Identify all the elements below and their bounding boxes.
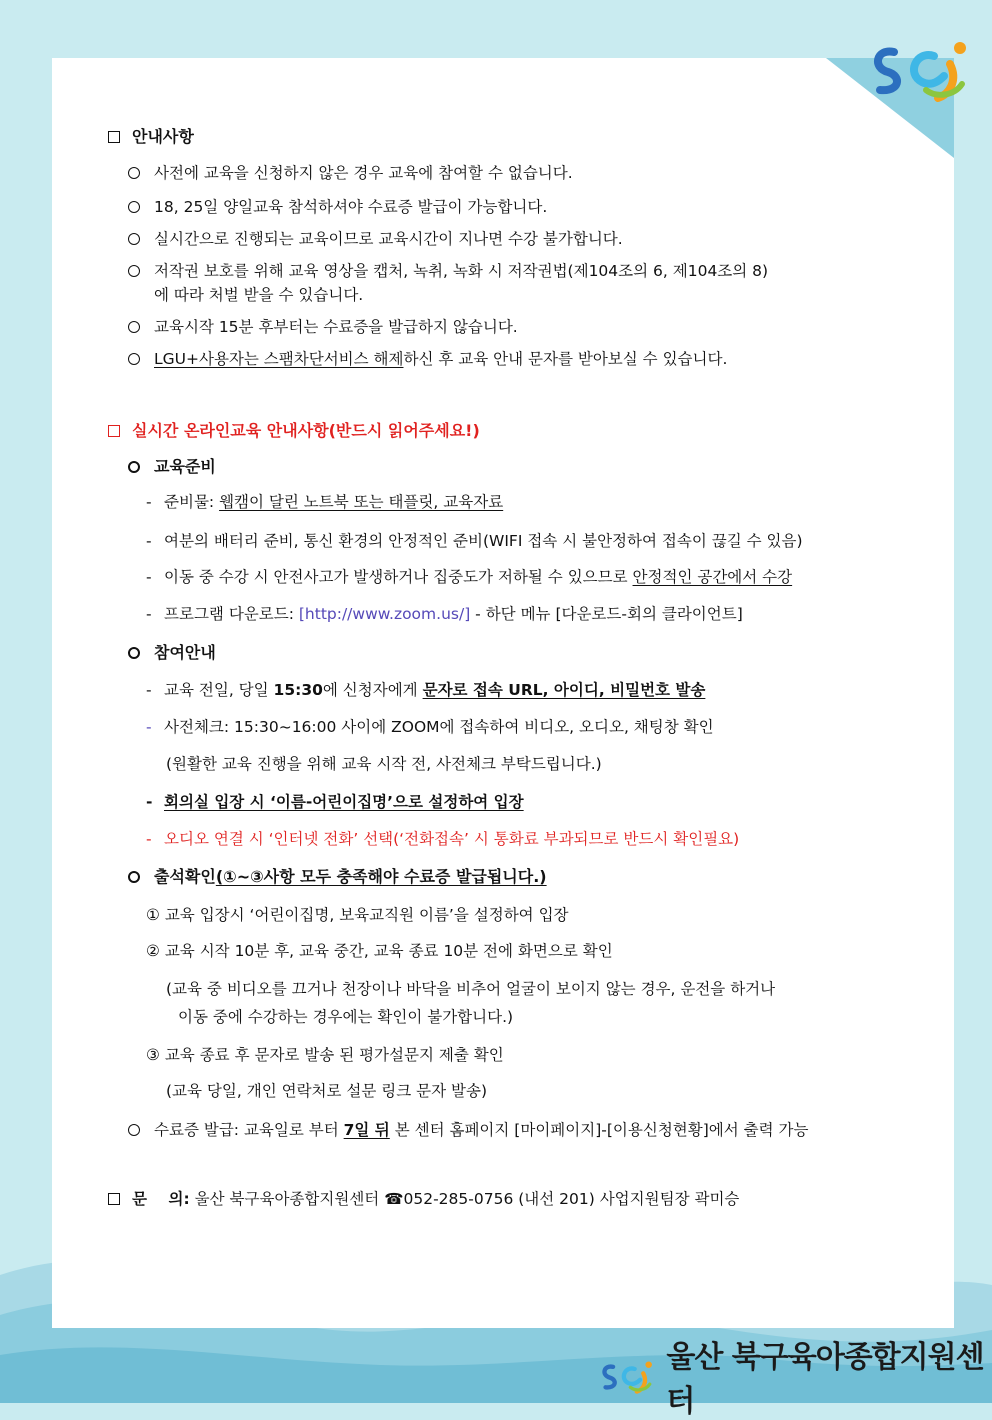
participation-precheck-note: (원활한 교육 진행을 위해 교육 시작 전, 사전체크 부탁드립니다.): [166, 755, 602, 773]
bullet-circle-icon: [128, 461, 140, 473]
notice-item: 18, 25일 양일교육 참석하셔야 수료증 발급이 가능합니다.: [128, 196, 547, 218]
bullet-circle-icon: [128, 353, 140, 365]
participation-precheck: - 사전체크: 15:30~16:00 사이에 ZOOM에 접속하여 비디오, 오디오, 채팅창 확인: [146, 718, 714, 736]
checkbox-square-icon: [108, 1193, 120, 1205]
spam-block-underlined: LGU+사용자는 스팸차단서비스 해제: [154, 350, 404, 368]
attendance-note: (교육 당일, 개인 연락처로 설문 링크 문자 발송): [166, 1082, 488, 1100]
center-logo-icon: [598, 1354, 658, 1398]
bullet-circle-icon: [128, 1124, 140, 1136]
certificate-issue: 수료증 발급: 교육일로 부터 7일 뒤 본 센터 홈페이지 [마이페이지]-[이용신청현황]에서 출력 가능: [128, 1119, 808, 1141]
attendance-item: ② 교육 시작 10분 후, 교육 중간, 교육 종료 10분 전에 화면으로 확인: [146, 942, 613, 960]
prep-supplies: - 준비물: 웹캠이 달린 노트북 또는 태플릿, 교육자료: [146, 493, 504, 511]
attendance-item: ① 교육 입장시 ‘어린이집명, 보육교직원 이름’을 설정하여 입장: [146, 906, 569, 924]
prep-battery: - 여분의 배터리 준비, 통신 환경의 안정적인 준비(WIFI 접속 시 불안정하여 접속이 끊길 수 있음): [146, 532, 803, 550]
attendance-item: ③ 교육 종료 후 문자로 발송 된 평가설문지 제출 확인: [146, 1046, 504, 1064]
footer-org-name: 울산 북구육아종합지원센터: [666, 1340, 984, 1419]
prep-heading: 교육준비: [128, 456, 216, 478]
notice-item: 사전에 교육을 신청하지 않은 경우 교육에 참여할 수 없습니다.: [128, 162, 573, 184]
attendance-note: 이동 중에 수강하는 경우에는 확인이 불가합니다.): [178, 1008, 514, 1026]
attendance-heading: 출석확인(①~③사항 모두 충족해야 수료증 발급됩니다.): [128, 866, 547, 888]
notice-item-continued: 에 따라 처벌 받을 수 있습니다.: [154, 286, 364, 304]
footer-logo: [598, 1340, 992, 1419]
prep-move: - 이동 중 수강 시 안전사고가 발생하거나 집중도가 저하될 수 있으므로 안정적인 공간에서 수강: [146, 568, 793, 586]
notice-item: 저작권 보호를 위해 교육 영상을 캡처, 녹취, 녹화 시 저작권법(제104조의 6, 제104조의 8): [128, 260, 768, 282]
notice-item: 교육시작 15분 후부터는 수료증을 발급하지 않습니다.: [128, 316, 518, 338]
notice-item: 실시간으로 진행되는 교육이므로 교육시간이 지나면 수강 불가합니다.: [128, 228, 623, 250]
prep-download: - 프로그램 다운로드: [http://www.zoom.us/] - 하단 메뉴 [다운로드-회의 클라이언트]: [146, 605, 743, 623]
bullet-circle-icon: [128, 233, 140, 245]
attendance-note: (교육 중 비디오를 끄거나 천장이나 바닥을 비추어 얼굴이 보이지 않는 경우, 운전을 하거나: [166, 980, 776, 998]
center-logo-icon: [866, 34, 978, 104]
notice-item: LGU+사용자는 스팸차단서비스 해제하신 후 교육 안내 문자를 받아보실 수 있습니다.: [128, 348, 727, 370]
bullet-circle-icon: [128, 321, 140, 333]
bullet-circle-icon: [128, 647, 140, 659]
online-heading: 실시간 온라인교육 안내사항(반드시 읽어주세요!): [108, 420, 480, 442]
bullet-circle-icon: [128, 201, 140, 213]
participation-audio: - 오디오 연결 시 ‘인터넷 전화’ 선택(‘전화접속’ 시 통화료 부과되므로 반드시 확인필요): [146, 830, 740, 848]
participation-heading: 참여안내: [128, 642, 216, 664]
participation-room: - 회의실 입장 시 ‘이름-어린이집명’으로 설정하여 입장: [146, 793, 524, 811]
contact-line: 문 의: 울산 북구육아종합지원센터 ☎052-285-0756 (내선 201) 사업지원팀장 곽미승: [108, 1188, 739, 1210]
bullet-circle-icon: [128, 265, 140, 277]
bullet-circle-icon: [128, 871, 140, 883]
checkbox-square-icon: [108, 425, 120, 437]
participation-send: - 교육 전일, 당일 15:30에 신청자에게 문자로 접속 URL, 아이디, 비밀번호 발송: [146, 681, 706, 699]
zoom-download-link[interactable]: [http://www.zoom.us/]: [298, 605, 471, 623]
checkbox-square-icon: [108, 131, 120, 143]
notice-heading: 안내사항: [108, 126, 194, 148]
bullet-circle-icon: [128, 167, 140, 179]
